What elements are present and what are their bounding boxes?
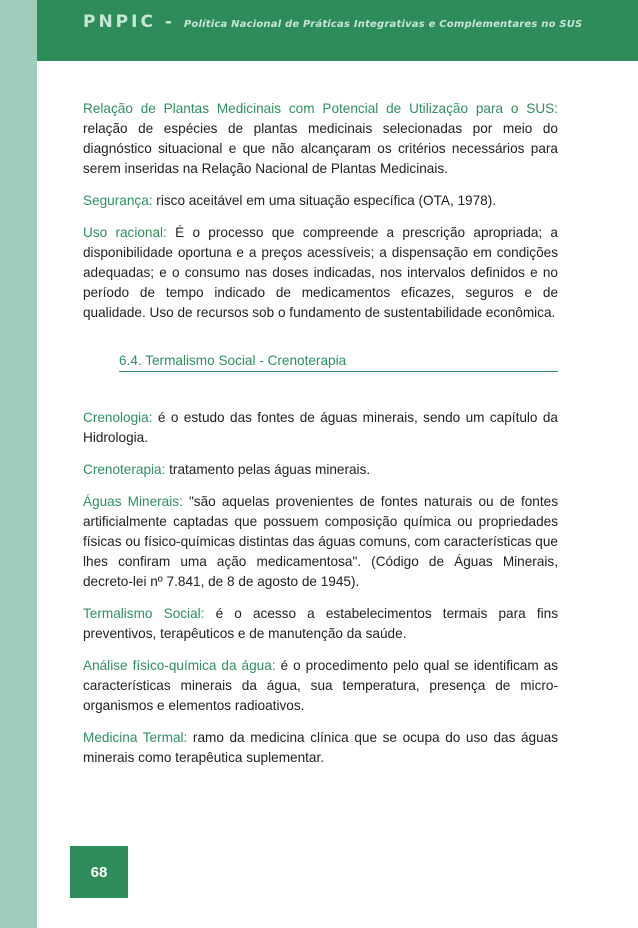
definition-item xyxy=(83,460,558,480)
header-title xyxy=(83,12,582,32)
header-subtitle: Política Nacional de Práticas Integrativas e Complementares no SUS xyxy=(183,18,583,30)
definition-text: relação de espécies de plantas medicinais selecionadas por meio do diagnóstico situacional e que não alcançaram os critérios necessários para serem inseridas na Relação Nacional de Plantas Medicinais. xyxy=(83,121,558,176)
definition-term: Medicina Termal: xyxy=(83,730,188,745)
definition-item xyxy=(83,728,558,768)
definition-term: Uso racional: xyxy=(83,225,167,240)
definition-item xyxy=(83,492,558,592)
definition-term: Relação de Plantas Medicinais com Potencial de Utilização para o SUS: xyxy=(83,101,558,116)
definition-term: Crenoterapia: xyxy=(83,462,166,477)
page-number-badge xyxy=(70,846,128,898)
definition-term: Segurança: xyxy=(83,193,153,208)
definition-term: Águas Minerais: xyxy=(83,494,183,509)
definition-term: Crenologia: xyxy=(83,410,153,425)
page-header xyxy=(37,0,638,61)
section-heading: 6.4. Termalismo Social - Crenoterapia xyxy=(119,352,558,372)
header-brand: PNPIC xyxy=(83,11,156,32)
definition-item xyxy=(83,223,558,323)
definition-text: é o acesso a estabelecimentos termais para fins preventivos, terapêuticos e de manutenção da saúde. xyxy=(83,606,558,641)
page-number: 68 xyxy=(90,863,108,881)
definition-item xyxy=(83,99,558,179)
definition-item xyxy=(83,191,558,211)
side-color-strip xyxy=(0,0,37,928)
definition-item xyxy=(83,604,558,644)
definition-item xyxy=(83,408,558,448)
definition-item xyxy=(83,656,558,716)
definition-text: é o estudo das fontes de águas minerais, sendo um capítulo da Hidrologia. xyxy=(83,410,558,445)
definition-text: é o procedimento pelo qual se identificam as características minerais da água, sua temperatura, presença de micro-organismos e elementos radioativos. xyxy=(83,658,559,713)
page-content xyxy=(83,99,558,780)
header-separator: - xyxy=(155,11,184,32)
definition-text: ramo da medicina clínica que se ocupa do uso das águas minerais como terapêutica suplementar. xyxy=(83,730,559,765)
definition-text: É o processo que compreende a prescrição apropriada; a disponibilidade oportuna e a preços acessíveis; a dispensação em condições adequadas; e o consumo nas doses indicadas, nos intervalos definidos e no período de tempo indicado de medicamentos eficazes, seguros e de qualidade. Uso de recursos sob o fundamento de sustentabilidade econômica. xyxy=(83,225,558,320)
definition-text: risco aceitável em uma situação específica (OTA, 1978). xyxy=(152,193,497,208)
definition-term: Termalismo Social: xyxy=(83,606,205,621)
definition-text: tratamento pelas águas minerais. xyxy=(165,462,371,477)
definition-text: "são aquelas provenientes de fontes naturais ou de fontes artificialmente captadas que possuem composição química ou propriedades físicas ou físico-químicas distintas das águas comuns, com características que lhes confiram uma ação medicamentosa". (Código de Águas Minerais, decreto-lei nº 7.841, de 8 de agosto de 1945). xyxy=(83,494,558,589)
definition-term: Análise físico-química da água: xyxy=(83,658,276,673)
